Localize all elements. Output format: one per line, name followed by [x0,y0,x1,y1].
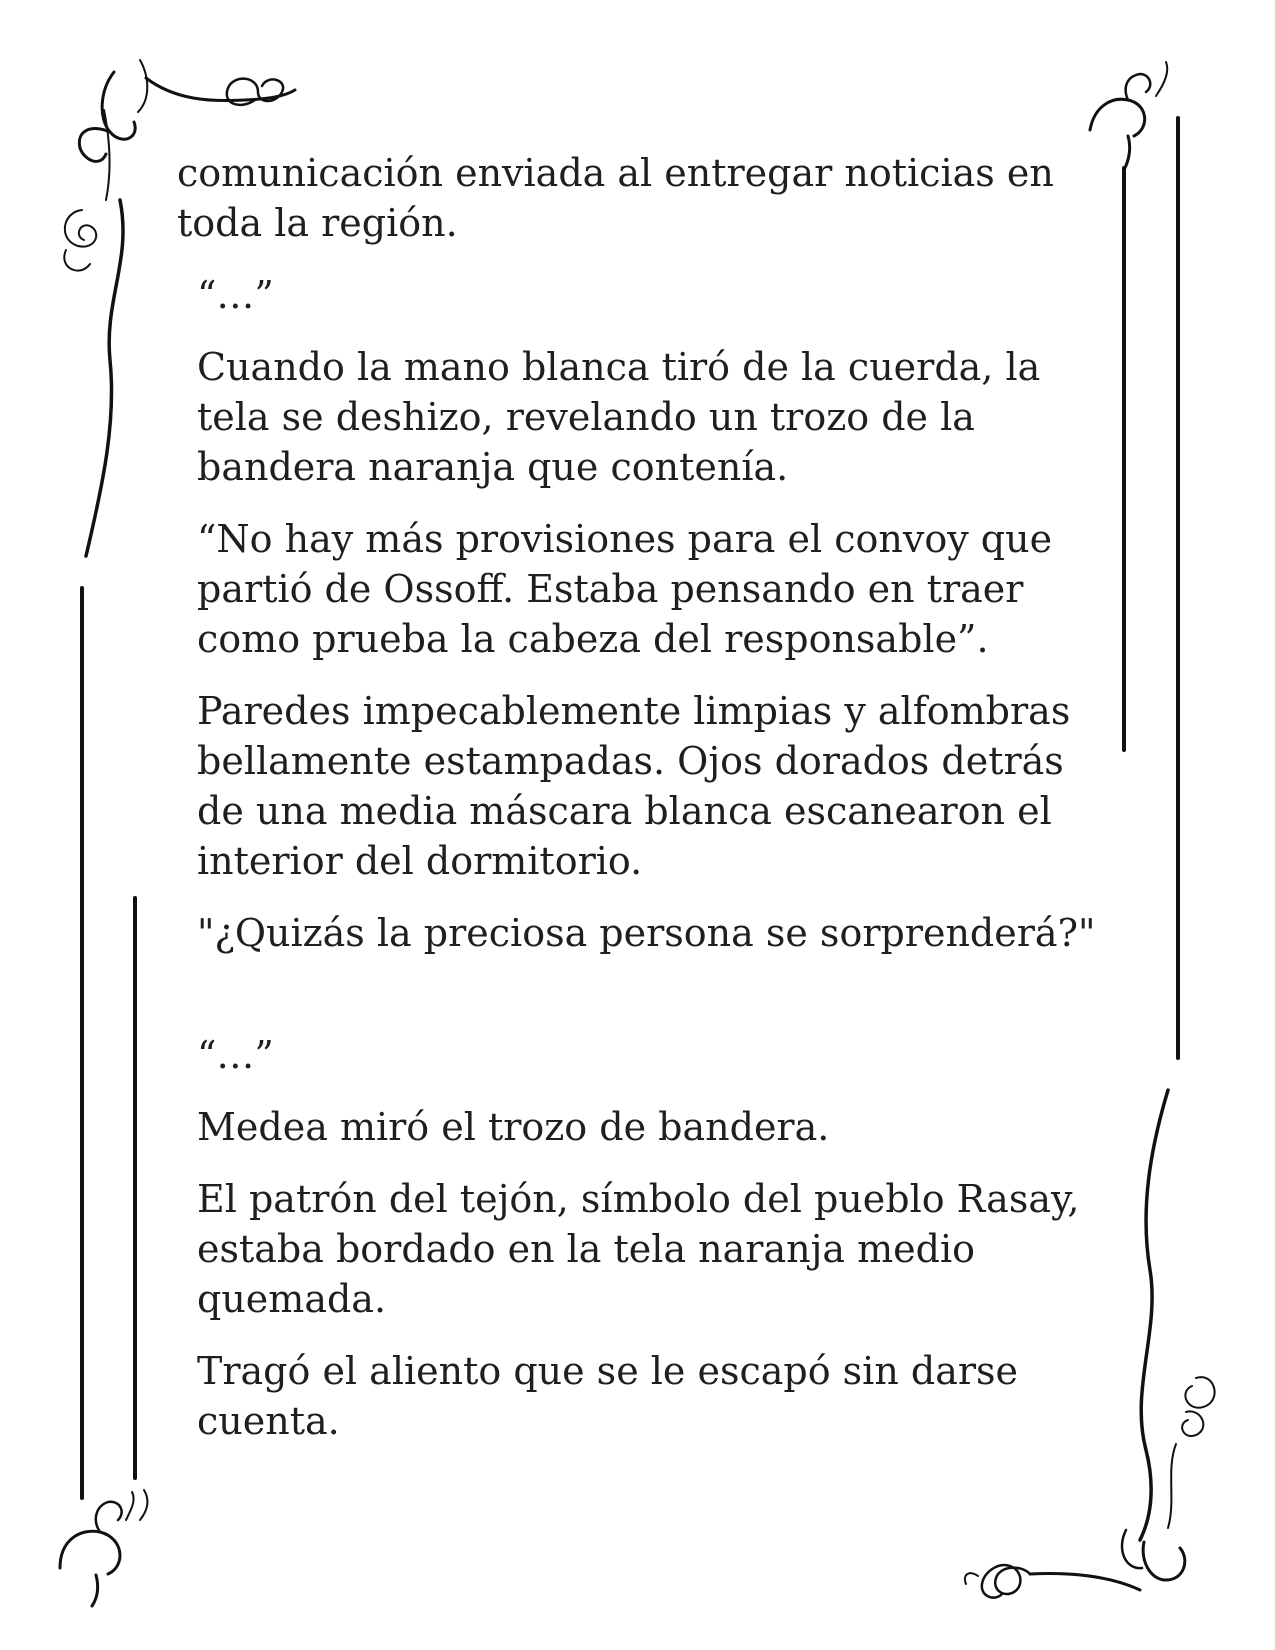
page-body [177,148,1107,1468]
paragraph-7: “…” [197,1033,274,1077]
paragraph-2: “…” [197,273,274,317]
bottom-left-flourish [60,1490,147,1606]
paragraph-3: Cuando la mano blanca tiró de la cuerda, la tela se deshizo, revelando un trozo de la bandera naranja que contenía. [197,345,1041,489]
paragraph-5: Paredes impecablemente limpias y alfombras bellamente estampadas. Ojos dorados detrás de una media máscara blanca escanearon el interior del dormitorio. [197,689,1071,883]
paragraph-10: Tragó el aliento que se le escapó sin darse cuenta. [197,1349,1019,1443]
paragraph-4: “No hay más provisiones para el convoy que partió de Ossoff. Estaba pensando en traer como prueba la cabeza del responsable”. [197,517,1053,661]
paragraph-9: El patrón del tejón, símbolo del pueblo Rasay, estaba bordado en la tela naranja medio quemada. [197,1177,1080,1321]
paragraph-6: "¿Quizás la preciosa persona se sorprenderá?" [197,911,1096,955]
paragraph-8: Medea miró el trozo de bandera. [197,1105,830,1149]
paragraph-1: comunicación enviada al entregar noticias en toda la región. [177,151,1054,245]
